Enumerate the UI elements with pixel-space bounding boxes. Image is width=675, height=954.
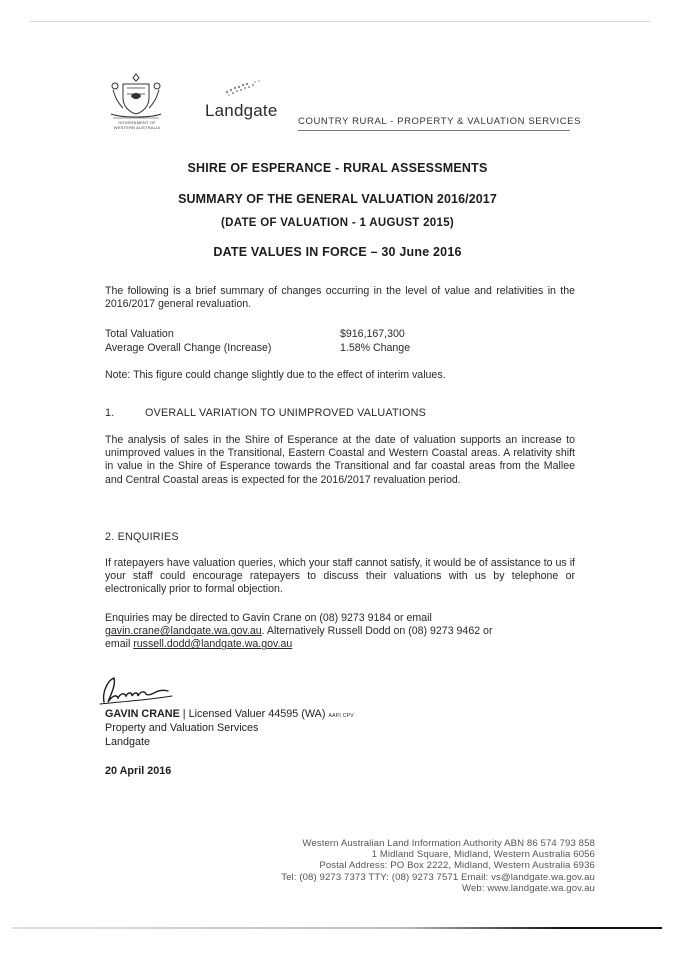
enquiries-alternative-text: . Alternatively Russell Dodd on (08) 9273 9462 or — [261, 625, 493, 638]
section1-title: OVERALL VARIATION TO UNIMPROVED VALUATIONS — [145, 407, 426, 419]
section1-number: 1. — [105, 407, 115, 419]
footer-line5: Web: www.landgate.wa.gov.au — [461, 882, 595, 894]
footer-line1: Western Australian Land Information Authority ABN 86 574 793 858 — [302, 838, 595, 849]
document-title: SHIRE OF ESPERANCE - RURAL ASSESSMENTS — [187, 161, 488, 175]
intro-paragraph: The following is a brief summary of changes occurring in the level of value and relativities in the 2016/2017 general revaluation. — [105, 285, 575, 311]
crest-caption-line1: GOVERNMENT OF — [118, 120, 156, 125]
total-valuation-value: $916,167,300 — [340, 328, 405, 340]
scan-edge-bottom — [12, 927, 662, 929]
valuation-date-title: (DATE OF VALUATION - 1 AUGUST 2015) — [220, 217, 455, 229]
footer-address-block — [195, 838, 595, 894]
average-change-label: Average Overall Change (Increase) — [105, 342, 272, 354]
section1-heading — [105, 407, 426, 419]
crest-caption-line2: WESTERN AUSTRALIA — [113, 125, 161, 130]
total-valuation-label: Total Valuation — [105, 328, 174, 340]
signatory-department: Property and Valuation Services — [105, 722, 259, 734]
services-heading: COUNTRY RURAL - PROPERTY & VALUATION SERVICES — [298, 116, 582, 127]
crest-caption — [102, 120, 172, 130]
footer-line3: Postal Address: PO Box 2222, Midland, Western Australia 6936 — [319, 860, 595, 872]
enquiries-line1: Enquiries may be directed to Gavin Crane on (08) 9273 9184 or email — [105, 612, 432, 624]
enquiries-line3 — [105, 638, 575, 651]
document-subtitle: SUMMARY OF THE GENERAL VALUATION 2016/2017 — [178, 192, 497, 206]
section2-heading: 2. ENQUIRIES — [105, 531, 179, 543]
signatory-organisation: Landgate — [105, 736, 151, 748]
section2-body: If ratepayers have valuation queries, which your staff cannot satisfy, it would be of assistance to us if your staff could encourage ratepayers to discuss their valuations with us by telephone or electronically prior to formal objection. — [105, 557, 575, 596]
average-change-value: 1.58% Change — [340, 342, 411, 354]
services-underline — [298, 130, 570, 131]
note-text: Note: This figure could change slightly due to the effect of interim values. — [105, 369, 446, 381]
enquiries-contact-paragraph — [105, 612, 575, 652]
email-link-russell[interactable]: russell.dodd@landgate.wa.gov.au — [133, 638, 293, 651]
scan-edge-top — [30, 21, 650, 22]
enquiries-line2 — [105, 625, 575, 638]
signatory-name-line — [105, 708, 354, 720]
signatory-title: | Licensed Valuer 44595 (WA) — [179, 708, 329, 720]
signatory-name: GAVIN CRANE — [105, 708, 180, 720]
signatory-credential: AAPI CPV — [328, 713, 354, 719]
section1-body: The analysis of sales in the Shire of Esperance at the date of valuation supports an increase to unimproved values in the Transitional, Eastern Coastal and Western Coastal areas. A relativity shift in value in the Shire of Esperance towards the Transitional and far coastal areas from the Mallee and Central Coastal areas is expected for the 2016/2017 revaluation period. — [105, 434, 575, 486]
email-prefix: email — [105, 638, 134, 651]
footer-line4: Tel: (08) 9273 7373 TTY: (08) 9273 7571 Email: vs@landgate.wa.gov.au — [281, 871, 595, 883]
handwritten-signature — [98, 672, 193, 710]
document-date: 20 April 2016 — [105, 765, 172, 777]
values-in-force-title: DATE VALUES IN FORCE – 30 June 2016 — [213, 245, 462, 259]
landgate-logo-icon — [215, 78, 265, 98]
landgate-logo-text: Landgate — [205, 101, 278, 120]
footer-line2: 1 Midland Square, Midland, Western Australia 6056 — [371, 849, 595, 861]
email-link-gavin[interactable]: gavin.crane@landgate.wa.gov.au — [105, 625, 262, 638]
